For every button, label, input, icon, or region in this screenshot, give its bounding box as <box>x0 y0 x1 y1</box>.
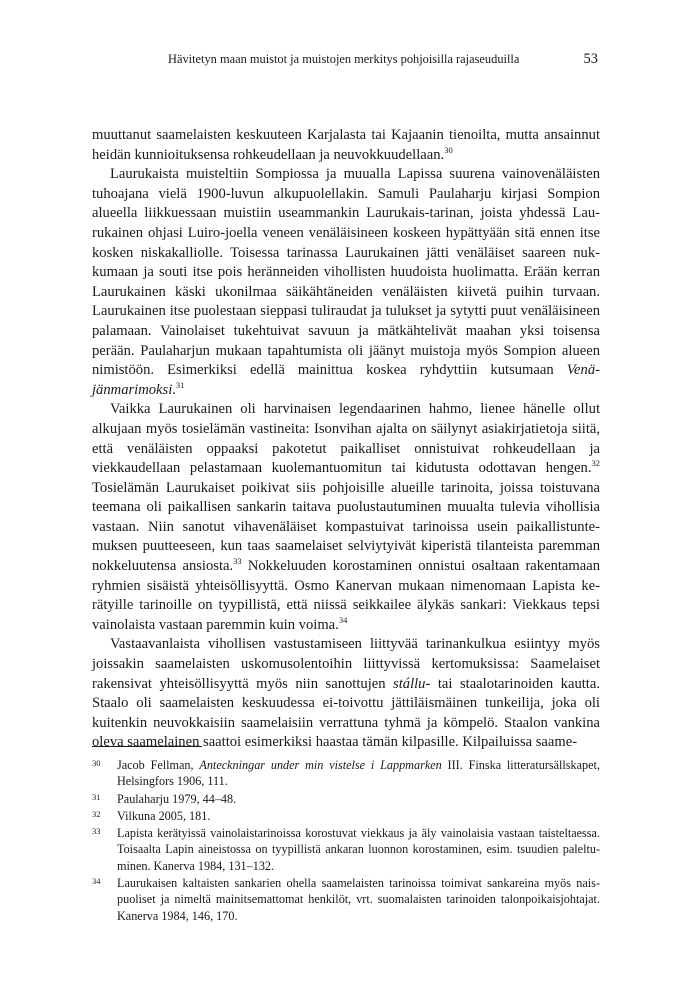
footnote-number: 30 <box>92 758 101 768</box>
footnote-text: Laurukaisen kaltaisten sankarien ohella saamelaisten tarinoissa toimivat sankareina myös naispuoliset ja nimeltä mainitsemattomat henkilöt, vrt. suomalaisten tarinoiden talonpoikaisjohtajat. Kanerva 1984, 146, 170. <box>117 876 600 923</box>
running-header <box>0 52 692 72</box>
footnote-33 <box>92 825 600 874</box>
paragraph-2 <box>92 165 600 400</box>
footnote-ref-33: 33 <box>233 556 242 567</box>
footnote-text: Lapista kerätyissä vainolaistarinoissa korostuvat viekkaus ja äly vainolaisia vastaan taisteltaessa. Toisaalta Lapin aineistossa on tyypillistä ankaran luonnon korostaminen, esim. tsuudien paleltuminen. Kanerva 1984, 131–132. <box>117 826 600 873</box>
footnote-number: 31 <box>92 791 101 802</box>
paragraph-text: - tai staalotarinoiden kautta. Staalo oli saamelaisten keskuudessa ei-toivottu jättiläismäinen tunkeilija, joka oli kuitenkin neuvokkaisiin saamelaisiin verrattuna tyhmä ja kömpelö. Staalon vankina oleva saamelainen saattoi esimerkiksi haastaa tämän kilpasille. Kilpailuissa saame- <box>92 675 600 751</box>
body-text <box>92 126 600 753</box>
footnotes <box>92 757 600 925</box>
paragraph-text-end: . <box>172 381 176 398</box>
paragraph-text: Tosielämän Laurukaiset poikivat siis pohjoisille alueille tarinoita, joissa toistuvana teemana oli paikallisen sankarin taitava puolustautuminen muualta tulevia vihollisia vastaan. Niin sanotut vihavenäläiset kompastuivat tarinoissa usein paikallistuntemuksen puutteeseen, kun taas saamelaiset selviytyivät kiperistä tilanteista paremman nokkeluutensa ansiosta. <box>92 479 600 575</box>
footnote-31 <box>92 791 600 807</box>
footnote-text: Paulaharju 1979, 44–48. <box>117 791 237 806</box>
footnote-ref-30: 30 <box>444 144 453 155</box>
running-title: Hävitetyn maan muistot ja muistojen merkitys pohjoisilla rajaseuduilla <box>168 52 520 66</box>
paragraph-text: Vaikka Laurukainen oli harvinaisen legendaarinen hahmo, lienee hänelle ollut alkujaan myös tosielämän vastineita: Isonvihan ajalta on säilynyt asiakirjatietoja siitä, että venäläisten oppaaksi pakotetut paikalliset onnistuivat rohkeudellaan ja viekkaudellaan pelastamaan kuolemantuomitun tai kidutusta odottavan hengen. <box>92 401 600 477</box>
footnote-number: 34 <box>92 876 101 887</box>
footnote-ref-31: 31 <box>175 379 185 390</box>
footnote-number: 32 <box>92 808 101 819</box>
footnote-separator <box>92 746 202 747</box>
footnote-30 <box>92 757 600 790</box>
paragraph-1 <box>92 126 600 165</box>
footnote-32 <box>92 808 600 824</box>
footnote-text: III. Finska litteratursällskapet, Helsingfors 1906, 111. <box>117 758 600 789</box>
paragraph-text: Laurukaista muisteltiin Sompiossa ja muualla Lapissa suurena vainovenäläisten tuhoajana vielä 1900-luvun alkupuolellakin. Samuli Paulaharju kirjasi Sompion alueella liikkuessaan muistiin useammankin Laurukais-tarinan, joista yhdessä Laurukainen ohjasi Luiro-joella veneen venäläisineen koskeen hypättyään sitä ennen itse kosken niskakalliolle. Toisessa tarinassa Laurukainen jätti venäläiset saareen nukkumaan ja souti itse pois heränneiden vihollisten huudoista huolimatta. Erään kerran Laurukainen käski ukonilmaa säikähtäneiden venäläisten kiivetä puihin turvaan. Laurukainen itse puolestaan sieppasi tuliraudat ja tulukset ja sytytti puut venäläisineen palamaan. Vainolaiset tukehtuivat savuun ja mätkähtelivät maahan yksi toisensa perään. Paulaharjun mukaan tapahtumista oli jäänyt muistoja myös Sompion alueen nimistöön. Esimerkiksi edellä mainittua koskea ryhdyttiin kutsumaan <box>92 166 600 379</box>
page-number: 53 <box>583 51 598 67</box>
paragraph-text: Nokkeluuden korostaminen onnistui osaltaan rakentamaan ryhmien sisäistä yhteisöllisyyttä. Osmo Kanervan mukaan nimenomaan Lapista kerätyille tarinoille on tyypillistä, että niissä seikkailee älykäs sankari: Viekkaus tepsi vainolaista vastaan paremmin kuin voima. <box>92 558 600 633</box>
paragraph-4 <box>92 635 600 753</box>
italic-term: stállu <box>393 675 426 692</box>
footnote-ref-34: 34 <box>338 614 348 625</box>
footnote-text: Vilkuna 2005, 181. <box>117 808 211 823</box>
paragraph-3 <box>92 400 600 635</box>
footnote-34 <box>92 875 600 924</box>
paragraph-text: muuttanut saamelaisten keskuuteen Karjalasta tai Kajaanin tienoilta, mutta ansainnut heidän kunnioituksensa rohkeudellaan ja neuvokkuudellaan. <box>92 127 600 163</box>
footnote-ref-32: 32 <box>591 458 600 469</box>
footnote-number: 33 <box>92 826 101 837</box>
footnote-italic-title: Anteckningar under min vistelse i Lappmarken <box>199 758 442 772</box>
italic-term: Venäjänmarimoksi <box>92 362 600 398</box>
footnote-text: Jacob Fellman, <box>117 758 200 772</box>
paragraph-text: Vastaavanlaista vihollisen vastustamiseen liittyvää tarinankulkua esiintyy myös joissakin saamelaisten uskomusolentoihin liittyvissä kertomuksissa: Saamelaiset rakensivat yhteisöllisyyttä myös niin sanottujen <box>92 636 600 692</box>
